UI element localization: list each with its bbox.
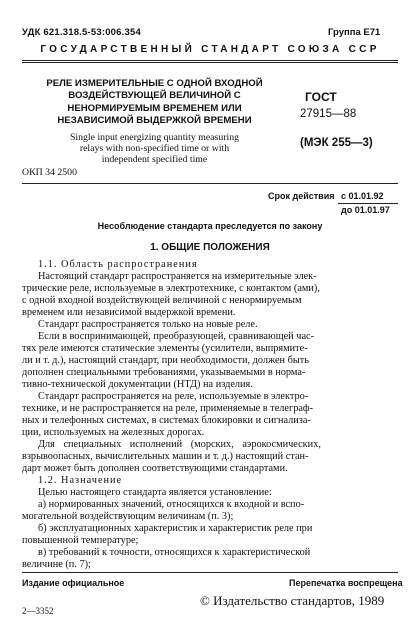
title-english bbox=[22, 132, 287, 166]
body-line: тивно-технической документации (НТД) на изделия. bbox=[22, 379, 253, 390]
body-line: временем или независимой выдержкой времени. bbox=[22, 307, 236, 318]
body-line: б) эксплуатационных характеристик и характеристик реле при bbox=[38, 523, 313, 534]
section-title: 1. ОБЩИЕ ПОЛОЖЕНИЯ bbox=[150, 242, 270, 253]
title-en-line: independent specified time bbox=[101, 154, 208, 166]
body-line: в) требований к точности, относящихся к характеристической bbox=[38, 547, 311, 558]
validity-to: до 01.01.97 bbox=[341, 205, 390, 215]
header-divider-2 bbox=[22, 62, 398, 63]
state-standard-banner: ГОСУДАРСТВЕННЫЙ СТАНДАРТ СОЮЗА ССР bbox=[40, 44, 380, 55]
body-line: технике, и не распространяется на реле, применяемые в телеграф- bbox=[22, 403, 314, 414]
subsection-heading: 1.2. Назначение bbox=[38, 475, 123, 486]
body-line: Стандарт распространяется только на новые реле. bbox=[38, 319, 258, 330]
header-divider bbox=[22, 60, 398, 61]
body-line: Стандарт распространяется на реле, используемые в электро- bbox=[38, 391, 309, 402]
body-line: Целью настоящего стандарта является установление: bbox=[38, 487, 272, 498]
gost-number: 27915—88 bbox=[300, 108, 357, 120]
law-warning: Несоблюдение стандарта преследуется по закону bbox=[97, 221, 323, 231]
body-line: Настоящий стандарт распространяется на измерительные элек- bbox=[38, 271, 317, 282]
copyright: © Издательство стандартов, 1989 bbox=[200, 593, 385, 608]
body-line: тях реле имеются статические элементы (усилители, выпрямите- bbox=[22, 343, 308, 354]
body-line: а) нормированных значений, относящихся к входной и вспо- bbox=[38, 499, 305, 510]
footer-divider bbox=[22, 572, 398, 573]
validity-label: Срок действия bbox=[268, 191, 335, 201]
title-en-line: Single input energizing quantity measuring bbox=[69, 132, 240, 143]
validity-underline bbox=[338, 203, 398, 204]
body-line: величине (п. 7); bbox=[22, 559, 91, 570]
body-line: повышенной температуре; bbox=[22, 535, 139, 546]
body-line: дополнен специальными требованиями, указываемыми в норма- bbox=[22, 367, 306, 378]
title-russian bbox=[22, 78, 287, 128]
body-line: с одной входной воздействующей величиной с ненормируемым bbox=[22, 295, 302, 306]
okp-code: ОКП 34 2500 bbox=[22, 167, 77, 178]
body-line: могательной воздействующим величинам (п. 3); bbox=[22, 511, 234, 522]
body-line: ции, используемых на железных дорогах. bbox=[22, 427, 205, 438]
title-divider bbox=[22, 183, 398, 184]
gost-label: ГОСТ bbox=[305, 90, 337, 104]
validity-from: с 01.01.92 bbox=[341, 191, 384, 201]
title-ru-line: РЕЛЕ ИЗМЕРИТЕЛЬНЫЕ С ОДНОЙ ВХОДНОЙ bbox=[46, 78, 263, 89]
print-code: 2—3352 bbox=[22, 606, 54, 616]
official-edition: Издание официальное bbox=[22, 578, 125, 588]
title-ru-line: НЕЗАВИСИМОЙ ВЫДЕРЖКОЙ ВРЕМЕНИ bbox=[57, 115, 252, 127]
group-code: Группа Е71 bbox=[328, 27, 381, 38]
body-line: Если в воспринимающей, преобразующей, сравнивающей час- bbox=[38, 331, 315, 342]
iec-reference: (МЭК 255—3) bbox=[300, 137, 373, 149]
body-line: взрывоопасных, вычислительных машин и т. д.) настоящий стан- bbox=[22, 451, 309, 462]
body-line: ных и телефонных системах, в системах блокировки и сигнализа- bbox=[22, 415, 311, 426]
title-ru-line: НЕНОРМИРУЕМЫМ ВРЕМЕНЕМ ИЛИ bbox=[67, 102, 242, 114]
title-ru-line: ВОЗДЕЙСТВУЮЩЕЙ ВЕЛИЧИНОЙ С bbox=[68, 90, 241, 102]
body-line: дарт может быть дополнен соответствующими стандартами. bbox=[22, 463, 288, 474]
subsection-heading: 1.1. Область распространения bbox=[38, 259, 198, 270]
body-line: ли и т. д.), настоящий стандарт, при необходимости, должен быть bbox=[22, 355, 309, 366]
body-line: трические реле, используемые в электротехнике, с контактом (ами), bbox=[22, 283, 320, 294]
body-line: Для специальных исполнений (морских, аэрокосмических, bbox=[38, 439, 321, 450]
reprint-notice: Перепечатка воспрещена bbox=[289, 578, 403, 588]
title-en-line: relays with non-specified time or with bbox=[79, 143, 230, 155]
udc-code: УДК 621.318.5-53:006.354 bbox=[22, 27, 141, 38]
